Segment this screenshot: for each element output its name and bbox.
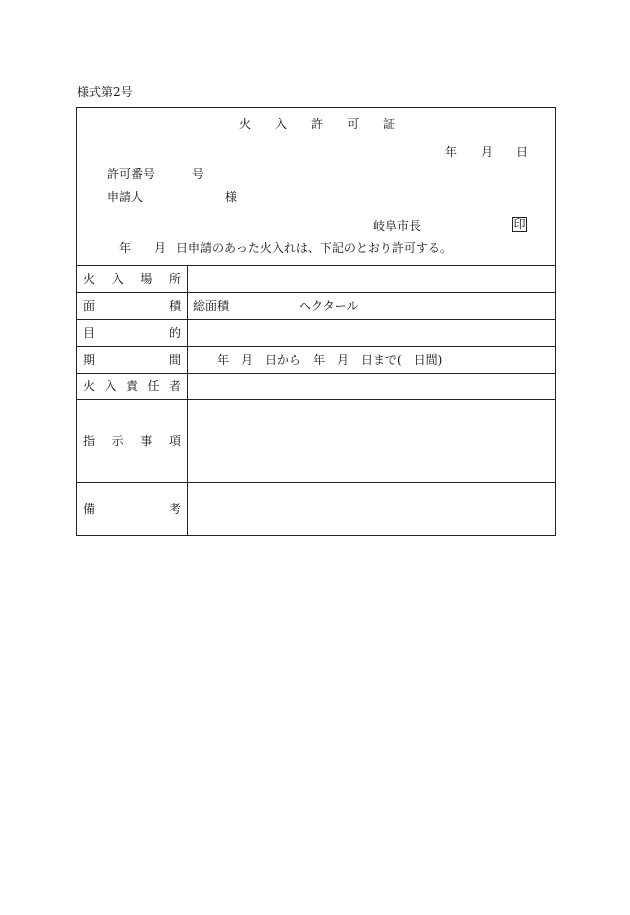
label-char: 指 — [83, 434, 96, 448]
table-top-line — [77, 265, 555, 266]
label-char: 者 — [168, 379, 181, 393]
label-char: 所 — [168, 272, 181, 286]
period-value: 年 月 日から 年 月 日まで( 日間) — [217, 353, 443, 367]
title-char: 入 — [274, 117, 287, 131]
row-label-purpose — [83, 326, 181, 340]
row-label-instructions — [83, 434, 181, 448]
label-char: 入 — [104, 379, 117, 393]
row-label-location — [83, 272, 181, 286]
row-divider — [77, 292, 555, 293]
permit-number-label: 許可番号 — [107, 167, 156, 181]
form-number: 様式第2号 — [77, 85, 133, 99]
label-char: 項 — [168, 434, 181, 448]
label-char: 面 — [83, 299, 96, 313]
column-divider — [187, 265, 188, 536]
label-char: 入 — [111, 272, 124, 286]
row-divider — [77, 482, 555, 483]
title-char: 可 — [346, 117, 359, 131]
row-label-period — [83, 353, 181, 367]
label-char: 責 — [125, 379, 138, 393]
seal-mark: 印 — [513, 217, 526, 231]
label-char: 的 — [168, 326, 181, 340]
label-char: 積 — [168, 299, 181, 313]
title-char: 証 — [382, 117, 395, 131]
statement-text: 日申請のあった火入れは、下記のとおり許可する。 — [176, 241, 452, 255]
row-divider — [77, 373, 555, 374]
area-total-label: 総面積 — [193, 299, 230, 313]
label-char: 目 — [83, 326, 96, 340]
label-char: 火 — [83, 272, 96, 286]
row-divider — [77, 346, 555, 347]
date-year: 年 — [445, 145, 458, 159]
label-char: 考 — [168, 502, 181, 516]
row-label-remarks — [83, 502, 181, 516]
label-char: 備 — [83, 502, 96, 516]
date-month: 月 — [481, 145, 494, 159]
label-char: 期 — [83, 353, 96, 367]
area-unit: ヘクタール — [299, 299, 359, 313]
row-divider — [77, 399, 555, 400]
label-char: 場 — [140, 272, 153, 286]
statement-month: 月 — [154, 241, 167, 255]
label-char: 火 — [83, 379, 96, 393]
row-label-person-in-charge — [83, 379, 181, 393]
label-char: 間 — [168, 353, 181, 367]
row-label-area — [83, 299, 181, 313]
date-day: 日 — [516, 145, 529, 159]
label-char: 示 — [111, 434, 124, 448]
row-divider — [77, 319, 555, 320]
statement-year: 年 — [119, 241, 132, 255]
issuer-name: 岐阜市長 — [373, 219, 422, 233]
applicant-suffix: 様 — [225, 190, 238, 204]
permit-form-frame — [76, 107, 556, 536]
applicant-label: 申請人 — [107, 190, 144, 204]
permit-number-suffix: 号 — [192, 167, 205, 181]
label-char: 事 — [140, 434, 153, 448]
form-title — [239, 117, 395, 131]
title-char: 火 — [239, 117, 252, 131]
label-char: 任 — [147, 379, 160, 393]
title-char: 許 — [310, 117, 323, 131]
